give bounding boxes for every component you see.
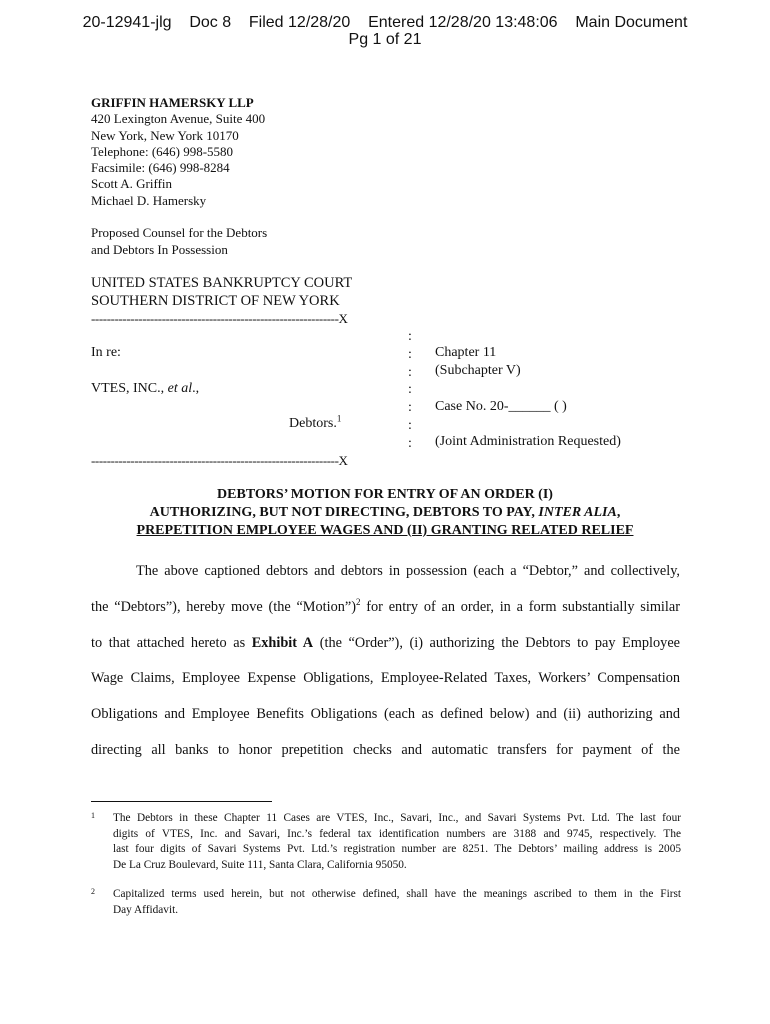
firm-address-line-1: 420 Lexington Avenue, Suite 400 bbox=[91, 111, 266, 127]
title-inter-alia: INTER ALIA bbox=[538, 505, 617, 520]
caption-joint-administration: (Joint Administration Requested) bbox=[435, 434, 621, 449]
motion-body bbox=[91, 554, 680, 769]
debtors-label-text: Debtors. bbox=[289, 416, 337, 431]
body-text: to that attached hereto as bbox=[91, 634, 252, 651]
exhibit-a-reference: Exhibit A bbox=[251, 634, 314, 651]
caption-colon: : bbox=[408, 382, 412, 397]
footnote-line: The Debtors in these Chapter 11 Cases are VTES, Inc., Savari, Inc., and Savari Systems Pvt. Ltd. The last four bbox=[113, 812, 681, 824]
footnote-line: De La Cruz Boulevard, Suite 111, Santa Clara, California 95050. bbox=[113, 858, 407, 871]
title-line-2-comma: , bbox=[616, 505, 621, 520]
firm-telephone: Telephone: (646) 998-5580 bbox=[91, 143, 234, 159]
footnote-text bbox=[113, 887, 681, 918]
firm-block bbox=[91, 95, 265, 209]
footnote-ref-1: 1 bbox=[336, 413, 342, 424]
body-text: (the “Order”), (i) authorizing the Debtors to pay Employee bbox=[313, 634, 681, 651]
caption-case-number: Case No. 20-______ ( ) bbox=[435, 399, 567, 414]
court-name-line-1: UNITED STATES BANKRUPTCY COURT bbox=[91, 275, 353, 291]
motion-title-line-2 bbox=[60, 504, 710, 522]
caption-colon: : bbox=[408, 418, 412, 433]
counsel-designation bbox=[91, 225, 267, 258]
title-line-2-text: AUTHORIZING, BUT NOT DIRECTING, DEBTORS TO PAY, bbox=[149, 505, 539, 520]
body-line bbox=[91, 626, 680, 662]
caption-chapter: Chapter 11 bbox=[435, 345, 497, 360]
ecf-header bbox=[0, 14, 770, 48]
body-line: directing all banks to honor prepetition checks and automatic transfers for payment of the bbox=[91, 741, 680, 758]
ecf-header-filing-info: 20-12941-jlg Doc 8 Filed 12/28/20 Entered 12/28/20 13:48:06 Main Document bbox=[82, 14, 688, 31]
footnote-number: 2 bbox=[91, 887, 95, 896]
caption-bottom-divider: ---------------------------------------------------------------X bbox=[91, 453, 348, 468]
et-al-suffix: ., bbox=[192, 381, 200, 396]
footnote-1 bbox=[91, 811, 681, 873]
caption-colon: : bbox=[408, 436, 412, 451]
caption-colon: : bbox=[408, 400, 412, 415]
court-name bbox=[91, 275, 352, 310]
et-al-text: et al bbox=[167, 381, 193, 396]
caption-colon: : bbox=[408, 365, 412, 380]
footnote-line: Capitalized terms used herein, but not otherwise defined, shall have the meanings ascribed to them in the First bbox=[113, 888, 681, 900]
ecf-header-page-number: Pg 1 of 21 bbox=[348, 31, 422, 48]
footnote-line: digits of VTES, Inc. and Savari, Inc.’s federal tax identification numbers are 3188 and 9745, respectively. The bbox=[113, 827, 681, 840]
footnote-line: Day Affidavit. bbox=[113, 903, 179, 916]
body-line: The above captioned debtors and debtors in possession (each a “Debtor,” and collectively, bbox=[136, 563, 680, 579]
caption-subchapter: (Subchapter V) bbox=[435, 363, 521, 378]
body-text: the “Debtors”), hereby move (the “Motion”) bbox=[91, 598, 357, 615]
motion-title bbox=[60, 486, 710, 540]
debtor-name-text: VTES, INC., bbox=[91, 381, 168, 396]
caption-in-re: In re: bbox=[91, 345, 121, 360]
court-name-line-2: SOUTHERN DISTRICT OF NEW YORK bbox=[91, 292, 340, 309]
attorney-name-1: Scott A. Griffin bbox=[91, 176, 173, 192]
firm-name: GRIFFIN HAMERSKY LLP bbox=[91, 95, 254, 110]
caption-top-divider: ---------------------------------------------------------------X bbox=[91, 311, 348, 326]
footnote-line: last four digits of Savari Systems Pvt. Ltd.’s registration number are 8251. The Debtors’ mailing address is 2005 bbox=[113, 843, 681, 855]
attorney-name-2: Michael D. Hamersky bbox=[91, 192, 207, 208]
caption-debtor-name bbox=[91, 381, 199, 397]
caption-debtors-label bbox=[289, 413, 342, 432]
counsel-line-2: and Debtors In Possession bbox=[91, 241, 228, 257]
motion-title-line-3: PREPETITION EMPLOYEE WAGES AND (II) GRANTING RELATED RELIEF bbox=[136, 523, 634, 538]
firm-facsimile: Facsimile: (646) 998-8284 bbox=[91, 160, 230, 176]
caption-colon: : bbox=[408, 347, 412, 362]
counsel-line-1: Proposed Counsel for the Debtors bbox=[91, 225, 268, 240]
footnote-text bbox=[113, 811, 681, 873]
body-line: Wage Claims, Employee Expense Obligations, Employee-Related Taxes, Workers’ Compensation bbox=[91, 670, 680, 687]
footnote-2 bbox=[91, 887, 681, 918]
body-line: Obligations and Employee Benefits Obligations (each as defined below) and (ii) authorizing and bbox=[91, 706, 680, 723]
motion-title-line-1: DEBTORS’ MOTION FOR ENTRY OF AN ORDER (I) bbox=[217, 487, 553, 502]
footnote-ref-2: 2 bbox=[356, 597, 361, 608]
caption-colon: : bbox=[408, 329, 412, 344]
firm-address-line-2: New York, New York 10170 bbox=[91, 127, 239, 143]
footnote-number: 1 bbox=[91, 811, 95, 820]
body-text: for entry of an order, in a form substantially similar bbox=[360, 598, 680, 615]
footnote-separator bbox=[91, 801, 272, 802]
body-line bbox=[91, 590, 680, 626]
